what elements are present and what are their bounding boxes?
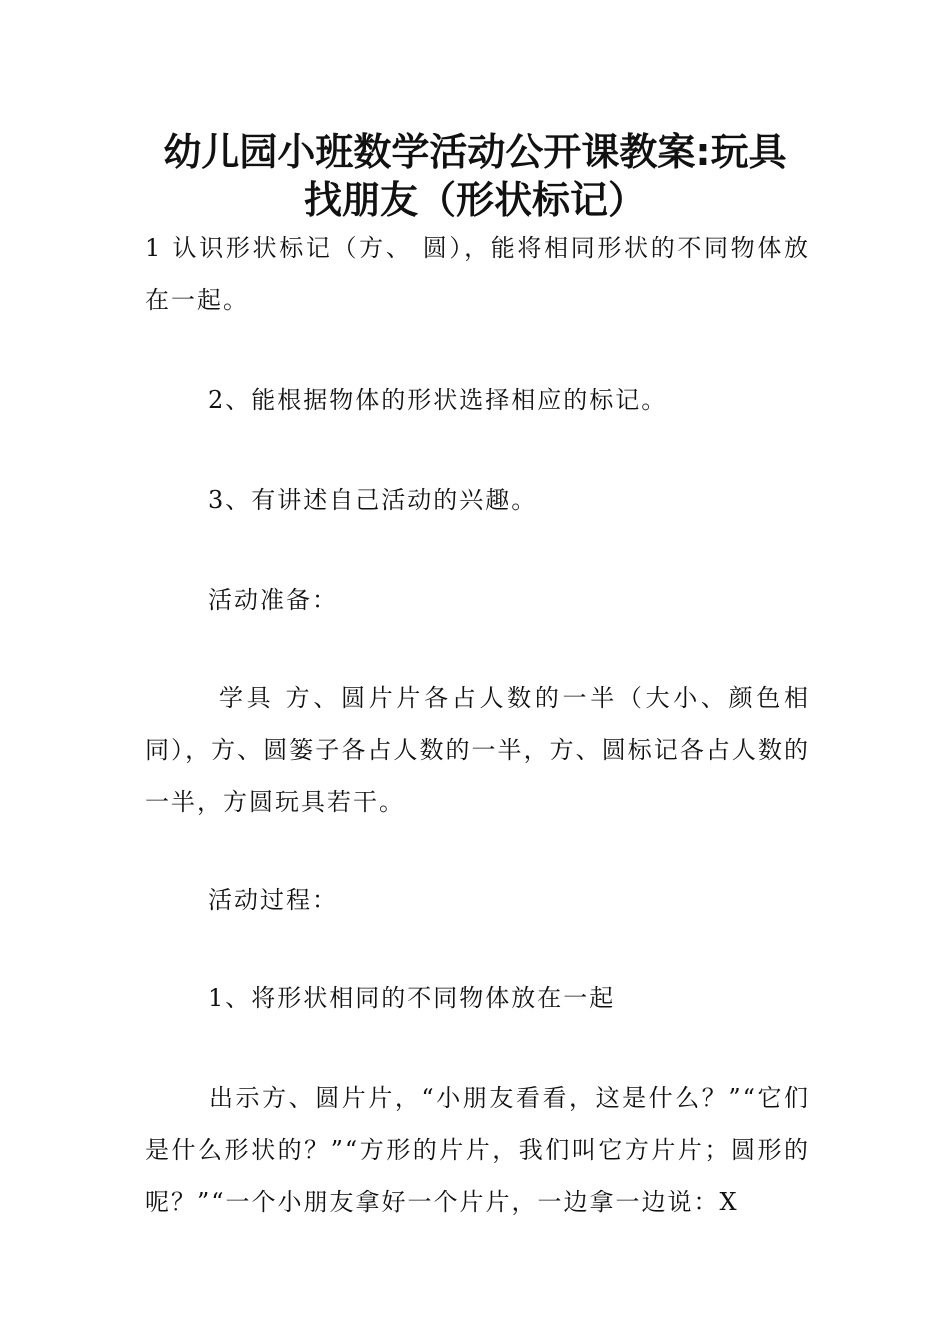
document-title-line-1: 幼儿园小班数学活动公开课教案:玩具 (163, 130, 787, 174)
process-step-1-paragraph: 出示方、圆片片，“小朋友看看，这是什么？”“它们是什么形状的？”“方形的片片，我们叫它方片片；圆形的呢？”“一个小朋友拿好一个片片，一边拿一边说：X (145, 1084, 810, 1216)
process-heading: 活动过程： (208, 886, 338, 914)
objective-3-paragraph: 3、有讲述自己活动的兴趣。 (208, 486, 538, 514)
preparation-heading: 活动准备： (208, 586, 338, 614)
objective-1-paragraph: 1 认识形状标记（方、 圆），能将相同形状的不同物体放在一起。 (145, 234, 810, 314)
document-title-line-2: 找朋友（形状标记） (303, 178, 646, 222)
process-step-1-heading: 1、将形状相同的不同物体放在一起 (208, 984, 616, 1012)
objective-2-paragraph: 2、能根据物体的形状选择相应的标记。 (208, 386, 668, 414)
preparation-paragraph: 学具 方、圆片片各占人数的一半（大小、颜色相同），方、圆篓子各占人数的一半，方、圆标记各占人数的一半，方圆玩具若干。 (145, 684, 810, 816)
